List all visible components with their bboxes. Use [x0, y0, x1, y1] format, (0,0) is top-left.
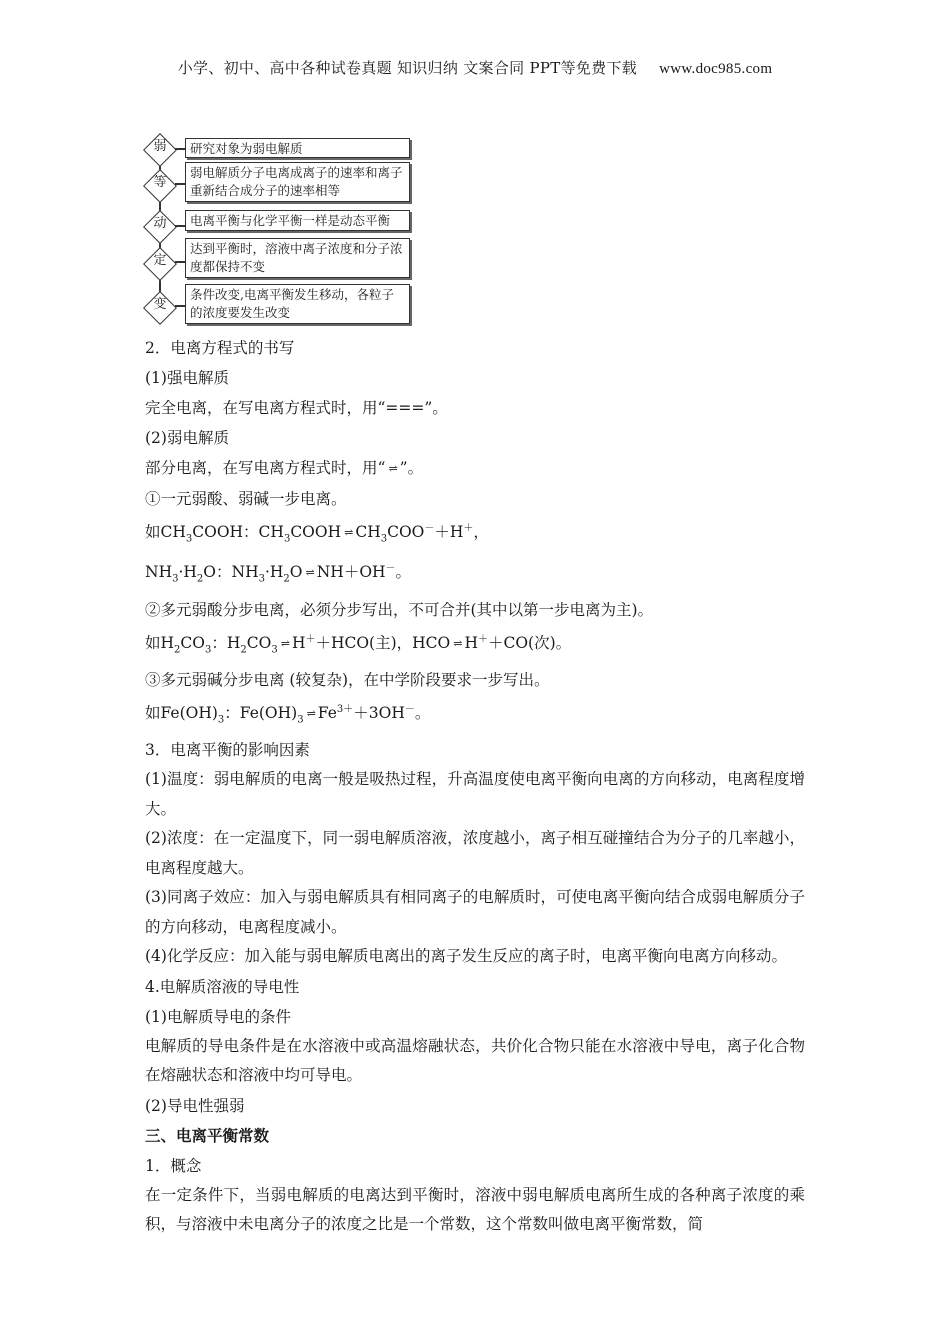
subheading: (2)弱电解质 — [145, 429, 229, 447]
feature-box-fixed: 达到平衡时，溶液中离子浓度和分子浓度都保持不变 — [185, 238, 410, 278]
diamond-label-fixed: 定 — [153, 253, 167, 268]
connector — [175, 225, 185, 227]
diamond-label-weak: 弱 — [153, 139, 167, 154]
diamond-label-change: 变 — [153, 297, 167, 312]
diamond-label-dynamic: 动 — [153, 216, 167, 231]
connector — [175, 183, 185, 185]
paragraph: 电解质的导电条件是在水溶液中或高温熔融状态，共价化合物只能在水溶液中导电，离子化合物在熔融状态和溶液中均可导电。 — [145, 1036, 805, 1084]
list-item: ③多元弱碱分步电离 (较复杂)，在中学阶段要求一步写出。 — [145, 670, 550, 689]
equation: $NH_3\cdot H_2O$：$NH_3\cdot H_2O$ ⇌ NH＋OH－。 — [145, 554, 805, 594]
feature-box-equal: 弱电解质分子电离成离子的速率和离子重新结合成分子的速率相等 — [185, 162, 410, 202]
section-heading: 4.电解质溶液的导电性 — [145, 977, 300, 996]
header-text: 小学、初中、高中各种试卷真题 知识归纳 文案合同 PPT等免费下载 — [177, 59, 638, 77]
document-body — [145, 333, 805, 1240]
paragraph: (1)温度：弱电解质的电离一般是吸热过程，升高温度使电离平衡向电离的方向移动，电离程度增大。 — [145, 770, 805, 818]
reversible-arrow-icon: ⇌ — [306, 706, 315, 720]
reversible-arrow-icon: ⇌ — [344, 526, 353, 540]
paragraph: 在一定条件下，当弱电解质的电离达到平衡时，溶液中弱电解质电离所生成的各种离子浓度的乘积，与溶液中未电离分子的浓度之比是一个常数，这个常数叫做电离平衡常数，简 — [145, 1185, 805, 1233]
paragraph: (2)浓度：在一定温度下，同一弱电解质溶液，浓度越小，离子相互碰撞结合为分子的几率越小，电离程度越大。 — [145, 829, 805, 877]
feature-box-change: 条件改变,电离平衡发生移动，各粒子的浓度要发生改变 — [185, 284, 410, 324]
connector — [175, 261, 185, 263]
paragraph: (4)化学反应：加入能与弱电解质电离出的离子发生反应的离子时，电离平衡向电离方向移动。 — [145, 947, 787, 965]
reversible-arrow-icon: ⇌ — [453, 636, 462, 650]
reversible-arrow-icon: ⇌ — [280, 636, 289, 650]
equilibrium-features-diagram — [145, 133, 415, 325]
section-heading: 2．电离方程式的书写 — [145, 339, 295, 357]
header-url[interactable]: www.doc985.com — [659, 61, 773, 77]
reversible-arrow-icon: ⇌ — [305, 566, 314, 580]
list-item: ①一元弱酸、弱碱一步电离。 — [145, 490, 347, 508]
equation: 如$H_2CO_3$：$H_2CO_3$ ⇌ H＋＋HCO(主)，HCO ⇌ H＋＋CO(次)。 — [145, 625, 805, 665]
list-item: ②多元弱酸分步电离，必须分步写出，不可合并(其中以第一步电离为主)。 — [145, 600, 654, 619]
equation: 如$Fe(OH)_3$：$Fe(OH)_3$ ⇌ $Fe^{3+}+3OH^-$。 — [145, 695, 805, 735]
paragraph: (3)同离子效应：加入与弱电解质具有相同离子的电解质时，可使电离平衡向结合成弱电解质分子的方向移动，电离程度减小。 — [145, 888, 805, 936]
diamond-label-equal: 等 — [153, 175, 167, 190]
page-header — [0, 57, 950, 78]
subheading: (2)导电性强弱 — [145, 1096, 245, 1115]
subheading: (1)强电解质 — [145, 369, 229, 387]
feature-box-dynamic: 电离平衡与化学平衡一样是动态平衡 — [185, 210, 410, 231]
connector — [175, 148, 185, 150]
subheading: (1)电解质导电的条件 — [145, 1007, 291, 1026]
connector — [175, 305, 185, 307]
paragraph: 部分电离，在写电离方程式时，用“ ⇌ ”。 — [145, 453, 805, 484]
feature-box-weak: 研究对象为弱电解质 — [185, 138, 410, 158]
section-heading: 3．电离平衡的影响因素 — [145, 741, 310, 759]
chapter-heading: 三、电离平衡常数 — [145, 1125, 270, 1145]
paragraph: 完全电离，在写电离方程式时，用“===”。 — [145, 399, 448, 417]
equation: 如$CH_3COOH$：$CH_3COOH$ ⇌ $CH_3COO^-+H^+$， — [145, 514, 805, 554]
subheading: 1．概念 — [145, 1156, 202, 1175]
reversible-arrow-icon: ⇌ — [388, 462, 397, 475]
